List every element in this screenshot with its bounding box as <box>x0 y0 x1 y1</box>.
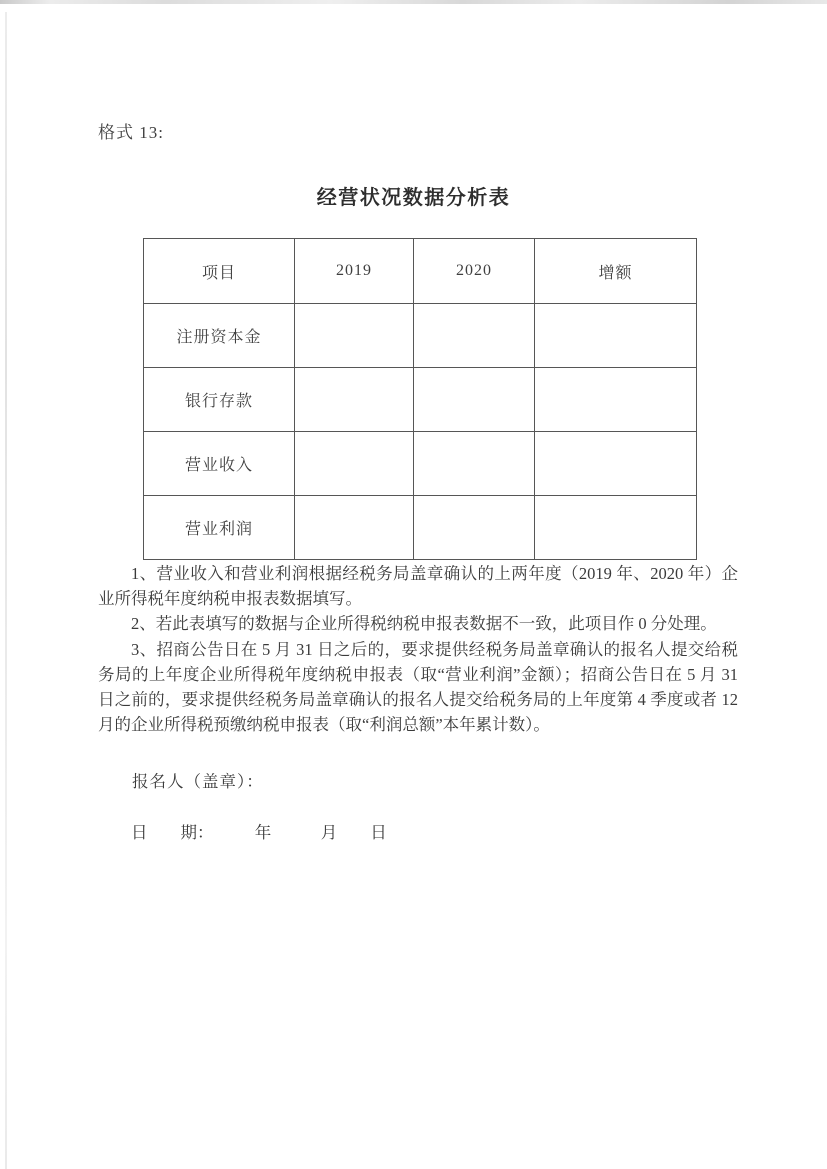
table-header-row <box>144 239 697 304</box>
notes-section <box>98 561 738 737</box>
col-header-increase: 增额 <box>535 239 697 304</box>
analysis-table <box>143 238 697 560</box>
cell-registered-capital-increase <box>535 304 697 368</box>
row-label-operating-revenue: 营业收入 <box>144 432 295 496</box>
cell-operating-profit-2019 <box>295 496 414 560</box>
row-label-registered-capital: 注册资本金 <box>144 304 295 368</box>
cell-bank-deposit-2020 <box>414 368 535 432</box>
format-label: 格式 13: <box>98 123 164 142</box>
date-line: 日 期： 年 月 日 <box>131 823 387 842</box>
cell-operating-profit-2020 <box>414 496 535 560</box>
note-3: 3、招商公告日在 5 月 31 日之后的，要求提供经税务局盖章确认的报名人提交给税务局的上年度企业所得税年度纳税申报表（取“营业利润”金额）；招商公告日在 5 月 31 日之前的，要求提供经税务局盖章确认的报名人提交给税务局的上年度第 4 季度或者 12 月的企业所得税预缴纳税申报表（取“利润总额”本年累计数）。 <box>98 639 738 735</box>
cell-operating-revenue-increase <box>535 432 697 496</box>
table-row <box>144 432 697 496</box>
row-label-bank-deposit: 银行存款 <box>144 368 295 432</box>
table-row <box>144 496 697 560</box>
cell-registered-capital-2019 <box>295 304 414 368</box>
cell-registered-capital-2020 <box>414 304 535 368</box>
col-header-item: 项目 <box>144 239 295 304</box>
applicant-seal-line: 报名人（盖章）： <box>132 772 264 791</box>
note-2: 2、若此表填写的数据与企业所得税纳税申报表数据不一致，此项目作 0 分处理。 <box>131 614 717 634</box>
cell-operating-revenue-2020 <box>414 432 535 496</box>
col-header-2019: 2019 <box>295 239 414 304</box>
cell-bank-deposit-2019 <box>295 368 414 432</box>
note-1: 1、营业收入和营业利润根据经税务局盖章确认的上两年度（2019 年、2020 年）企业所得税年度纳税申报表数据填写。 <box>98 564 738 609</box>
col-header-2020: 2020 <box>414 239 535 304</box>
cell-bank-deposit-increase <box>535 368 697 432</box>
scan-top-edge-artifact <box>0 0 827 4</box>
row-label-operating-profit: 营业利润 <box>144 496 295 560</box>
table-row <box>144 304 697 368</box>
cell-operating-revenue-2019 <box>295 432 414 496</box>
cell-operating-profit-increase <box>535 496 697 560</box>
table-row <box>144 368 697 432</box>
document-title: 经营状况数据分析表 <box>316 187 511 209</box>
